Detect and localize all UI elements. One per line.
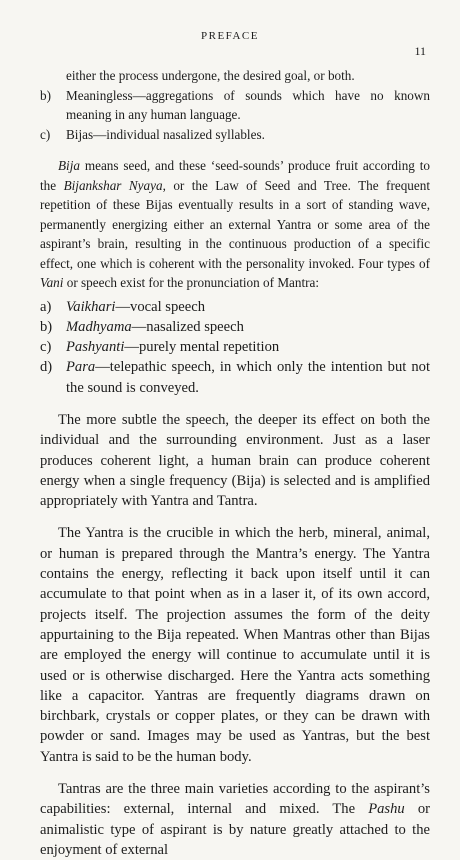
list-item xyxy=(40,357,430,398)
term-bija: Bija xyxy=(58,158,80,173)
list-item-text: either the process undergone, the desired goal, or both. xyxy=(66,68,355,83)
paragraph-subtle-speech: The more subtle the speech, the deeper its effect on both the individual and the surrounding environment. Just as a laser produces coherent light, a human brain can produce coherent energy when a single frequency (Bija) is selected and is amplified appropriately with Yantra and Tantra. xyxy=(40,411,430,510)
term-pashyanti: Pashyanti xyxy=(66,339,125,356)
term-vani: Vani xyxy=(40,275,64,290)
term-pashu: Pashu xyxy=(368,801,405,818)
paragraph-yantra: The Yantra is the crucible in which the herb, mineral, animal, or human is prepared through the Mantra’s energy. The Yantra contains the energy, reflecting it back upon itself until it can accumulate to that point when as in a laser it, of its own accord, projects itself. The projection assumes the form of the deity appurtaining to the Bija repeated. When Mantras other than Bijas are employed the energy will continue to accumulate until it is used or is otherwise discharged. Here the Yantra acts something like a capacitor. Yantras are frequently diagrams drawn on birchbark, crystals or copper plates, or they can be drawn with powder or sand. Images may be used as Yantras, but the best Yantra is said to be the human body. xyxy=(40,525,430,765)
page-number: 11 xyxy=(414,44,426,58)
speech-types-list xyxy=(40,297,430,398)
definition-list xyxy=(40,66,430,144)
list-marker: a) xyxy=(40,298,52,315)
list-item-text: —purely mental repetition xyxy=(124,339,280,356)
paragraph-tantra xyxy=(40,779,430,860)
list-item-text: Meaningless—aggregations of sounds which have no known meaning in any human language. xyxy=(66,87,430,122)
term-para: Para xyxy=(66,359,96,376)
list-item-text: Bijas—individual nasalized syllables. xyxy=(66,126,265,142)
list-item xyxy=(40,337,430,357)
list-marker: b) xyxy=(40,87,51,103)
paragraph-bija xyxy=(40,156,430,293)
list-item xyxy=(40,86,430,125)
list-item xyxy=(40,66,430,86)
list-marker: b) xyxy=(40,318,53,335)
paragraph-text: Tantras are the three main varieties according to the aspirant’s capabilities: external, internal and mixed. The xyxy=(40,781,430,818)
term-madhyama: Madhyama xyxy=(66,318,132,335)
paragraph-text: or speech exist for the pronunciation of Mantra: xyxy=(63,275,320,290)
list-item-text: —nasalized speech xyxy=(131,318,244,335)
paragraph-text: or animalistic type of aspirant is by nature greatly attached to the enjoyment of external xyxy=(40,801,430,858)
list-item-text: —telepathic speech, in which only the intention but not the sound is conveyed. xyxy=(66,359,430,396)
page-content xyxy=(40,66,430,860)
running-header: PREFACE xyxy=(201,30,259,42)
list-marker: d) xyxy=(40,359,53,376)
list-marker: c) xyxy=(40,339,52,356)
paragraph-text: means seed, and these ‘seed-sounds’ produce fruit according to the xyxy=(40,158,430,193)
paragraph-text: , or the Law of Seed and Tree. The frequent repetition of these Bijas eventually results in a sort of standing wave, permanently energizing either an external Yantra or some area of the aspirant’s brain, resulting in the continuous production of a specific effect, one which is coherent with the personality invoked. Four types of xyxy=(40,177,430,271)
list-item xyxy=(40,125,430,145)
list-item xyxy=(40,297,430,317)
term-vaikhari: Vaikhari xyxy=(66,298,116,315)
term-bijankshar-nyaya: Bijankshar Nyaya xyxy=(63,177,163,193)
list-marker: c) xyxy=(40,126,51,142)
list-item xyxy=(40,317,430,337)
list-item-text: —vocal speech xyxy=(115,298,206,315)
